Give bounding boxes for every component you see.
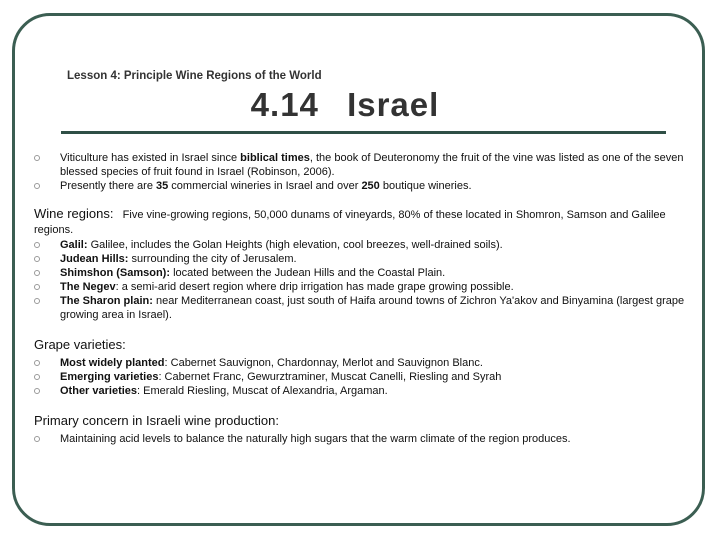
list-item (34, 294, 694, 322)
wine-regions-section (34, 206, 694, 322)
grapes-list (34, 356, 694, 398)
list-item (34, 370, 694, 384)
wine-regions-lead (34, 206, 694, 238)
concern-text: Maintaining acid levels to balance the naturally high sugars that the warm climate of the region produces. (60, 433, 571, 445)
bullet-icon (34, 388, 40, 394)
list-item (34, 432, 694, 446)
list-item (34, 356, 694, 370)
bullet-emphasis: biblical times (240, 152, 310, 164)
bullet-icon (34, 155, 40, 161)
section-lead-text: Five vine-growing regions, 50,000 dunams of vineyards, 80% of these located in Shomron, Samson and Galilee regions. (34, 209, 666, 236)
grape-text: : Cabernet Franc, Gewurztraminer, Muscat Canelli, Riesling and Syrah (158, 371, 502, 383)
region-term: Judean Hills: (60, 253, 129, 265)
bullet-text: commercial wineries in Israel and over (168, 180, 362, 192)
bullet-icon (34, 436, 40, 442)
bullet-icon (34, 360, 40, 366)
list-item (34, 238, 694, 252)
bullet-icon (34, 183, 40, 189)
list-item (34, 252, 694, 266)
bullet-text: boutique wineries. (379, 180, 472, 192)
region-term: The Negev (60, 281, 116, 293)
bullet-emphasis: 250 (361, 180, 380, 192)
section-heading: Wine regions: (34, 206, 114, 221)
region-text: Galilee, includes the Golan Heights (high elevation, cool breezes, well-drained soils). (87, 239, 503, 251)
region-term: The Sharon plain: (60, 295, 153, 307)
concern-list (34, 432, 694, 446)
list-item (34, 280, 694, 294)
grape-text: : Emerald Riesling, Muscat of Alexandria, Argaman. (137, 385, 388, 397)
intro-list (34, 151, 694, 193)
grape-term: Emerging varieties (60, 371, 159, 383)
title-underline (61, 131, 666, 134)
bullet-emphasis: 35 (156, 180, 169, 192)
grape-term: Most widely planted (60, 357, 165, 369)
slide-title: 4.14 Israel (250, 86, 440, 123)
bullet-icon (34, 270, 40, 276)
list-item (34, 179, 694, 193)
region-text: surrounding the city of Jerusalem. (128, 253, 297, 265)
bullet-text: Viticulture has existed in Israel since (60, 152, 241, 164)
section-heading: Grape varieties: (34, 337, 126, 352)
bullet-icon (34, 298, 40, 304)
regions-list (34, 238, 694, 322)
bullet-icon (34, 242, 40, 248)
primary-concern-section (34, 414, 694, 446)
bullet-text: Presently there are (60, 180, 156, 192)
region-text: : a semi-arid desert region where drip irrigation has made grape growing possible. (115, 281, 514, 293)
bullet-icon (34, 374, 40, 380)
grape-text: : Cabernet Sauvignon, Chardonnay, Merlot and Sauvignon Blanc. (164, 357, 483, 369)
region-text: near Mediterranean coast, just south of Haifa around towns of Zichron Ya'akov and Binyamina (largest grape growing area in Israel). (60, 295, 685, 321)
grape-term: Other varieties (60, 385, 138, 397)
lesson-subtitle: Lesson 4: Principle Wine Regions of the World (67, 70, 322, 82)
region-term: Shimshon (Samson): (60, 267, 171, 279)
list-item (34, 151, 694, 179)
bullet-icon (34, 284, 40, 290)
grape-varieties-section (34, 338, 694, 398)
bullet-text: , the book of Deuteronomy the fruit of the vine was listed as one of the seven blessed species of fruit found in Israel (Robinson, 2006). (60, 152, 684, 178)
section-heading: Primary concern in Israeli wine production: (34, 413, 279, 428)
region-term: Galil: (60, 239, 88, 251)
list-item (34, 384, 694, 398)
region-text: located between the Judean Hills and the Coastal Plain. (170, 267, 446, 279)
bullet-icon (34, 256, 40, 262)
list-item (34, 266, 694, 280)
slide-content (34, 151, 694, 446)
